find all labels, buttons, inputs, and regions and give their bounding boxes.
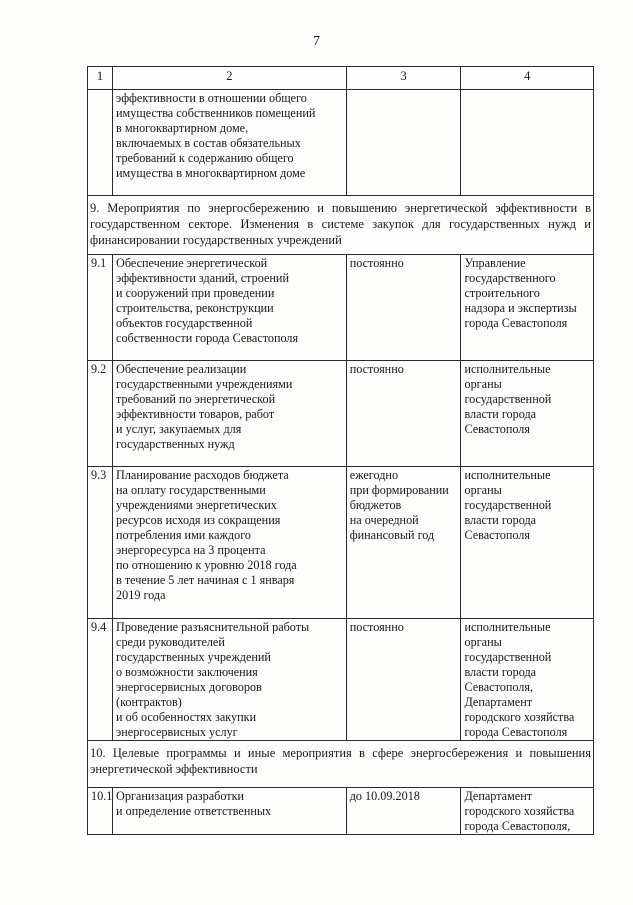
row-responsible-cell <box>461 90 594 196</box>
section-10-heading-row <box>88 741 594 788</box>
row-responsible-cell: исполнительные органы государственной власти города Севастополя, Департамент городского хозяйства города Севастополя <box>461 619 594 741</box>
table-header-row <box>88 67 594 90</box>
header-cell-2: 2 <box>113 67 347 90</box>
row-term-cell: постоянно <box>346 361 461 467</box>
row-number-cell: 9.4 <box>88 619 113 741</box>
row-description-cell: эффективности в отношении общего имущества собственников помещений в многоквартирном доме, включаемых в состав обязательных требований к содержанию общего имущества в многоквартирном доме <box>113 90 347 196</box>
table-row <box>88 467 594 619</box>
row-number-cell: 9.3 <box>88 467 113 619</box>
header-cell-1: 1 <box>88 67 113 90</box>
measures-table <box>87 66 594 835</box>
row-number-cell: 10.1 <box>88 788 113 835</box>
header-cell-4: 4 <box>461 67 594 90</box>
row-description-cell: Планирование расходов бюджета на оплату государственными учреждениями энергетических ресурсов исходя из сокращения потребления ими каждого энергоресурса на 3 процента по отношению к уровню 2018 года в течение 5 лет начиная с 1 января 2019 года <box>113 467 347 619</box>
section-10-heading: 10. Целевые программы и иные мероприятия в сфере энергосбережения и повышения энергетической эффективности <box>88 741 594 788</box>
section-9-heading: 9. Мероприятия по энергосбережению и повышению энергетической эффективности в государственном секторе. Изменения в системе закупок для государственных нужд и финансировании государственных учреждений <box>88 196 594 255</box>
section-9-heading-row <box>88 196 594 255</box>
row-description-cell: Обеспечение энергетической эффективности зданий, строений и сооружений при проведении строительства, реконструкции объектов государственной собственности города Севастополя <box>113 255 347 361</box>
row-responsible-cell: Департамент городского хозяйства города Севастополя, <box>461 788 594 835</box>
table-row <box>88 788 594 835</box>
table-row <box>88 90 594 196</box>
page-number: 7 <box>313 34 320 49</box>
row-responsible-cell: Управление государственного строительного надзора и экспертизы города Севастополя <box>461 255 594 361</box>
table-row <box>88 255 594 361</box>
table-row <box>88 361 594 467</box>
row-term-cell: постоянно <box>346 255 461 361</box>
row-number-cell: 9.2 <box>88 361 113 467</box>
row-term-cell: до 10.09.2018 <box>346 788 461 835</box>
row-number-cell <box>88 90 113 196</box>
row-description-cell: Обеспечение реализации государственными учреждениями требований по энергетической эффективности товаров, работ и услуг, закупаемых для государственных нужд <box>113 361 347 467</box>
row-term-cell: ежегодно при формировании бюджетов на очередной финансовый год <box>346 467 461 619</box>
row-responsible-cell: исполнительные органы государственной власти города Севастополя <box>461 361 594 467</box>
row-term-cell <box>346 90 461 196</box>
row-responsible-cell: исполнительные органы государственной власти города Севастополя <box>461 467 594 619</box>
row-description-cell: Организация разработки и определение ответственных <box>113 788 347 835</box>
header-cell-3: 3 <box>346 67 461 90</box>
row-description-cell: Проведение разъяснительной работы среди руководителей государственных учреждений о возможности заключения энергосервисных договоров (контрактов) и об особенностях закупки энергосервисных услуг <box>113 619 347 741</box>
row-term-cell: постоянно <box>346 619 461 741</box>
row-number-cell: 9.1 <box>88 255 113 361</box>
table-row <box>88 619 594 741</box>
